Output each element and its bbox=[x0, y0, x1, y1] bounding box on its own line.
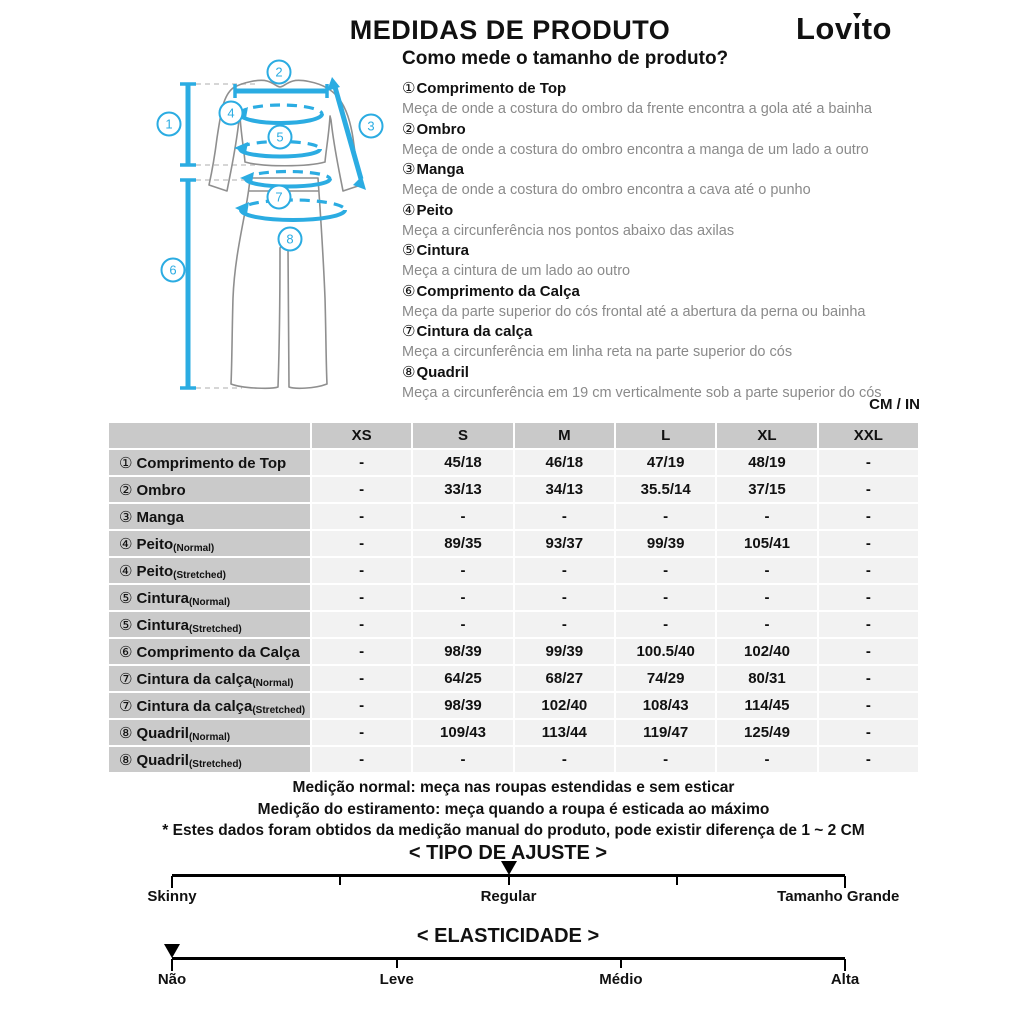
table-row bbox=[109, 531, 918, 556]
size-value-xs: - bbox=[312, 585, 411, 610]
row-label-suffix: (Stretched) bbox=[252, 704, 306, 716]
elasticity-tick-end bbox=[844, 959, 846, 971]
size-value-xxl: - bbox=[819, 666, 918, 691]
size-value-l: - bbox=[616, 612, 715, 637]
definition-description: Meça a cintura de um lado ao outro bbox=[402, 263, 631, 279]
size-value-xxl: - bbox=[819, 504, 918, 529]
definition-term: Cintura bbox=[416, 242, 469, 259]
size-value-xs: - bbox=[312, 612, 411, 637]
note-line: Medição normal: meça nas roupas estendidas e sem esticar bbox=[292, 779, 735, 796]
definition-description: Meça a circunferência em 19 cm verticalmente sob a parte superior do cós bbox=[402, 384, 882, 401]
size-value-l: - bbox=[616, 558, 715, 583]
size-value-l: 100.5/40 bbox=[616, 639, 715, 664]
size-value-s: - bbox=[413, 558, 512, 583]
fit-tick-end bbox=[844, 876, 846, 888]
row-label: Comprimento da Calça bbox=[136, 643, 300, 661]
definition-number: ⑤ bbox=[402, 242, 416, 259]
size-value-l: 35.5/14 bbox=[616, 477, 715, 502]
size-value-l: 108/43 bbox=[616, 693, 715, 718]
table-row bbox=[109, 612, 918, 637]
size-value-xs: - bbox=[312, 666, 411, 691]
diagram-point-5: 5 bbox=[276, 129, 284, 145]
size-value-xs: - bbox=[312, 504, 411, 529]
size-value-l: 47/19 bbox=[616, 450, 715, 475]
row-label-suffix: (Normal) bbox=[252, 677, 294, 689]
size-value-xl: - bbox=[717, 504, 816, 529]
definition-number: ① bbox=[402, 80, 416, 97]
row-label-cell bbox=[109, 693, 310, 718]
row-label: Cintura da calça bbox=[136, 670, 253, 688]
table-row bbox=[109, 747, 918, 772]
size-value-xxl: - bbox=[819, 531, 918, 556]
size-value-xs: - bbox=[312, 693, 411, 718]
row-label-suffix: (Stretched) bbox=[173, 569, 226, 581]
diagram-point-4: 4 bbox=[227, 105, 235, 121]
garment-measurement-diagram bbox=[128, 58, 408, 398]
definition-term: Peito bbox=[416, 201, 454, 219]
elasticity-label-nao: Não bbox=[157, 971, 187, 988]
elasticity-tick-two-thirds bbox=[620, 959, 622, 968]
size-value-m: - bbox=[515, 558, 614, 583]
size-value-m: - bbox=[515, 612, 614, 637]
size-value-xl: 80/31 bbox=[717, 666, 816, 691]
definition-term: Comprimento de Top bbox=[416, 80, 567, 97]
measure-definitions bbox=[402, 79, 927, 403]
measure-definition bbox=[402, 282, 927, 322]
elasticity-tick-start bbox=[171, 959, 173, 971]
definition-number: ⑧ bbox=[402, 363, 416, 381]
row-label: Peito bbox=[136, 535, 174, 553]
row-label: Ombro bbox=[136, 481, 186, 499]
size-value-s: 89/35 bbox=[413, 531, 512, 556]
size-value-l: - bbox=[616, 747, 715, 772]
size-value-s: 98/39 bbox=[413, 693, 512, 718]
table-row bbox=[109, 504, 918, 529]
fit-tick-start bbox=[171, 876, 173, 888]
fit-scale bbox=[147, 861, 900, 905]
table-row bbox=[109, 585, 918, 610]
size-value-s: 33/13 bbox=[413, 477, 512, 502]
size-value-s: 45/18 bbox=[413, 450, 512, 475]
measure-definition bbox=[402, 160, 927, 200]
size-value-m: 99/39 bbox=[515, 639, 614, 664]
size-value-xxl: - bbox=[819, 693, 918, 718]
row-label-cell bbox=[109, 639, 310, 664]
size-value-xl: 48/19 bbox=[717, 450, 816, 475]
elasticity-scale-line bbox=[172, 957, 845, 960]
column-header-l: L bbox=[616, 423, 715, 448]
table-row bbox=[109, 720, 918, 745]
page-title: MEDIDAS DE PRODUTO bbox=[349, 15, 671, 45]
how-to-heading: Como mede o tamanho de produto? bbox=[402, 48, 729, 69]
column-header-s: S bbox=[413, 423, 512, 448]
row-label-suffix: (Normal) bbox=[188, 596, 231, 608]
size-value-m: 113/44 bbox=[515, 720, 614, 745]
elasticity-tick-third bbox=[396, 959, 398, 968]
size-value-xl: 102/40 bbox=[717, 639, 816, 664]
table-row bbox=[109, 450, 918, 475]
column-header-xxl: XXL bbox=[819, 423, 918, 448]
row-label-suffix: (Normal) bbox=[173, 542, 215, 554]
fit-tick-center bbox=[508, 876, 510, 885]
size-value-s: 64/25 bbox=[413, 666, 512, 691]
row-label-cell bbox=[109, 612, 310, 637]
row-number: ⑤ bbox=[119, 616, 133, 634]
size-value-m: 46/18 bbox=[515, 450, 614, 475]
size-value-m: 93/37 bbox=[515, 531, 614, 556]
row-number: ② bbox=[119, 481, 133, 499]
row-label: Peito bbox=[136, 562, 174, 580]
size-table bbox=[107, 421, 920, 774]
size-value-xxl: - bbox=[819, 450, 918, 475]
fit-marker-icon bbox=[501, 861, 517, 875]
row-number: ④ bbox=[119, 535, 133, 553]
row-label-cell bbox=[109, 558, 310, 583]
size-value-m: - bbox=[515, 747, 614, 772]
table-corner-cell bbox=[109, 423, 310, 448]
row-number: ① bbox=[119, 454, 133, 472]
unit-label: CM / IN bbox=[869, 396, 920, 413]
definition-number: ② bbox=[402, 120, 416, 138]
measurement-marks bbox=[180, 77, 366, 388]
guide-lines bbox=[196, 84, 256, 388]
size-value-l: 119/47 bbox=[616, 720, 715, 745]
definition-description: Meça a circunferência nos pontos abaixo das axilas bbox=[402, 222, 735, 239]
definition-description: Meça de onde a costura do ombro encontra a manga de um lado a outro bbox=[402, 141, 869, 158]
garment-diagram-svg bbox=[128, 58, 408, 398]
definition-number: ③ bbox=[402, 161, 416, 178]
fit-tick-three-quarter bbox=[676, 876, 678, 885]
row-number: ⑦ bbox=[119, 670, 133, 688]
row-label-cell bbox=[109, 477, 310, 502]
diagram-point-labels bbox=[158, 61, 383, 282]
measure-definition bbox=[402, 363, 927, 403]
size-value-xl: 125/49 bbox=[717, 720, 816, 745]
definition-term: Ombro bbox=[416, 120, 466, 138]
size-value-xs: - bbox=[312, 450, 411, 475]
row-label-cell bbox=[109, 504, 310, 529]
fit-label-tamanho-grande: Tamanho Grande bbox=[777, 888, 900, 905]
table-row bbox=[109, 558, 918, 583]
definition-number: ⑥ bbox=[402, 282, 416, 300]
size-value-m: 34/13 bbox=[515, 477, 614, 502]
column-header-m: M bbox=[515, 423, 614, 448]
elasticity-scale bbox=[157, 944, 860, 988]
size-value-xl: - bbox=[717, 612, 816, 637]
measure-definition bbox=[402, 201, 927, 241]
size-value-m: 68/27 bbox=[515, 666, 614, 691]
measure-definition bbox=[402, 322, 927, 362]
size-value-xl: 37/15 bbox=[717, 477, 816, 502]
size-table-header-row bbox=[109, 423, 918, 448]
row-label-suffix: (Stretched) bbox=[188, 758, 242, 770]
row-number: ⑥ bbox=[119, 643, 133, 661]
elasticity-scale-heading: < ELASTICIDADE > bbox=[416, 925, 600, 947]
size-table-body bbox=[109, 450, 918, 772]
row-number: ⑦ bbox=[119, 697, 133, 715]
table-row bbox=[109, 639, 918, 664]
size-value-xl: 114/45 bbox=[717, 693, 816, 718]
size-value-xl: 105/41 bbox=[717, 531, 816, 556]
definition-term: Manga bbox=[416, 161, 464, 178]
diagram-point-2: 2 bbox=[275, 64, 283, 80]
size-value-xs: - bbox=[312, 720, 411, 745]
row-label-cell bbox=[109, 531, 310, 556]
brand-logo-text: Lov bbox=[795, 11, 853, 46]
column-header-xl: XL bbox=[717, 423, 816, 448]
size-value-s: - bbox=[413, 585, 512, 610]
column-header-xs: XS bbox=[312, 423, 411, 448]
row-label-cell bbox=[109, 450, 310, 475]
diagram-point-7: 7 bbox=[275, 189, 283, 205]
diagram-point-1: 1 bbox=[165, 116, 173, 132]
size-value-xl: - bbox=[717, 747, 816, 772]
row-label-cell bbox=[109, 585, 310, 610]
definition-number: ⑦ bbox=[402, 323, 416, 340]
size-value-xxl: - bbox=[819, 558, 918, 583]
table-row bbox=[109, 666, 918, 691]
size-value-l: 74/29 bbox=[616, 666, 715, 691]
row-label: Manga bbox=[136, 508, 184, 526]
size-value-s: 98/39 bbox=[413, 639, 512, 664]
elasticity-label-alta: Alta bbox=[830, 971, 860, 988]
size-value-xxl: - bbox=[819, 747, 918, 772]
row-number: ③ bbox=[119, 508, 133, 526]
table-row bbox=[109, 693, 918, 718]
definition-term: Comprimento da Calça bbox=[416, 282, 580, 300]
size-value-l: - bbox=[616, 585, 715, 610]
definition-term: Cintura da calça bbox=[416, 323, 533, 340]
definition-description: Meça de onde a costura do ombro encontra a cava até o punho bbox=[402, 182, 811, 198]
size-value-xl: - bbox=[717, 558, 816, 583]
row-number: ⑧ bbox=[119, 724, 133, 742]
row-label: Quadril bbox=[136, 751, 189, 769]
elasticity-label-medio: Médio bbox=[599, 971, 643, 988]
measure-definition bbox=[402, 120, 927, 160]
row-label: Quadril bbox=[136, 724, 189, 742]
row-label-suffix: (Stretched) bbox=[188, 623, 242, 635]
size-value-xs: - bbox=[312, 531, 411, 556]
size-value-xxl: - bbox=[819, 612, 918, 637]
size-value-xxl: - bbox=[819, 477, 918, 502]
row-number: ⑧ bbox=[119, 751, 133, 769]
size-value-xxl: - bbox=[819, 720, 918, 745]
fit-tick-quarter bbox=[339, 876, 341, 885]
row-label: Cintura bbox=[136, 589, 189, 607]
size-value-m: - bbox=[515, 504, 614, 529]
definition-description: Meça de onde a costura do ombro da frente encontra a gola até a bainha bbox=[402, 101, 872, 117]
measurement-notes bbox=[107, 777, 920, 842]
size-value-s: - bbox=[413, 747, 512, 772]
row-label-cell bbox=[109, 666, 310, 691]
size-value-l: - bbox=[616, 504, 715, 529]
size-value-s: - bbox=[413, 612, 512, 637]
row-number: ⑤ bbox=[119, 589, 133, 607]
elasticity-label-leve: Leve bbox=[379, 971, 414, 988]
measure-definition bbox=[402, 241, 927, 281]
size-value-s: 109/43 bbox=[413, 720, 512, 745]
fit-label-regular: Regular bbox=[480, 888, 537, 905]
fit-label-skinny: Skinny bbox=[147, 888, 197, 905]
note-line: Medição do estiramento: meça quando a roupa é esticada ao máximo bbox=[257, 800, 770, 818]
brand-logo: Lovı to bbox=[795, 11, 892, 46]
definition-term: Quadril bbox=[416, 363, 469, 381]
definition-description: Meça da parte superior do cós frontal até a abertura da perna ou bainha bbox=[402, 303, 866, 320]
table-row bbox=[109, 477, 918, 502]
row-label: Cintura bbox=[136, 616, 189, 634]
size-value-m: 102/40 bbox=[515, 693, 614, 718]
size-value-s: - bbox=[413, 504, 512, 529]
measure-definition bbox=[402, 79, 927, 119]
size-value-xs: - bbox=[312, 477, 411, 502]
size-value-m: - bbox=[515, 585, 614, 610]
diagram-point-3: 3 bbox=[367, 118, 375, 134]
size-value-xs: - bbox=[312, 747, 411, 772]
row-label: Comprimento de Top bbox=[136, 454, 287, 472]
note-line: * Estes dados foram obtidos da medição manual do produto, pode existir diferença de 1 ~ 2 CM bbox=[162, 822, 865, 839]
size-value-xs: - bbox=[312, 639, 411, 664]
row-label-cell bbox=[109, 747, 310, 772]
size-value-l: 99/39 bbox=[616, 531, 715, 556]
definition-description: Meça a circunferência em linha reta na parte superior do cós bbox=[402, 344, 793, 360]
elasticity-marker-icon bbox=[164, 944, 180, 958]
size-value-xxl: - bbox=[819, 639, 918, 664]
row-label-cell bbox=[109, 720, 310, 745]
brand-logo-dot-icon bbox=[853, 13, 861, 19]
diagram-point-6: 6 bbox=[169, 262, 177, 278]
fit-scale-heading: < TIPO DE AJUSTE > bbox=[408, 842, 608, 864]
row-label: Cintura da calça bbox=[136, 697, 253, 715]
row-number: ④ bbox=[119, 562, 133, 580]
diagram-point-8: 8 bbox=[286, 231, 294, 247]
size-value-xxl: - bbox=[819, 585, 918, 610]
size-value-xs: - bbox=[312, 558, 411, 583]
size-value-xl: - bbox=[717, 585, 816, 610]
definition-number: ④ bbox=[402, 201, 416, 219]
row-label-suffix: (Normal) bbox=[188, 731, 231, 743]
